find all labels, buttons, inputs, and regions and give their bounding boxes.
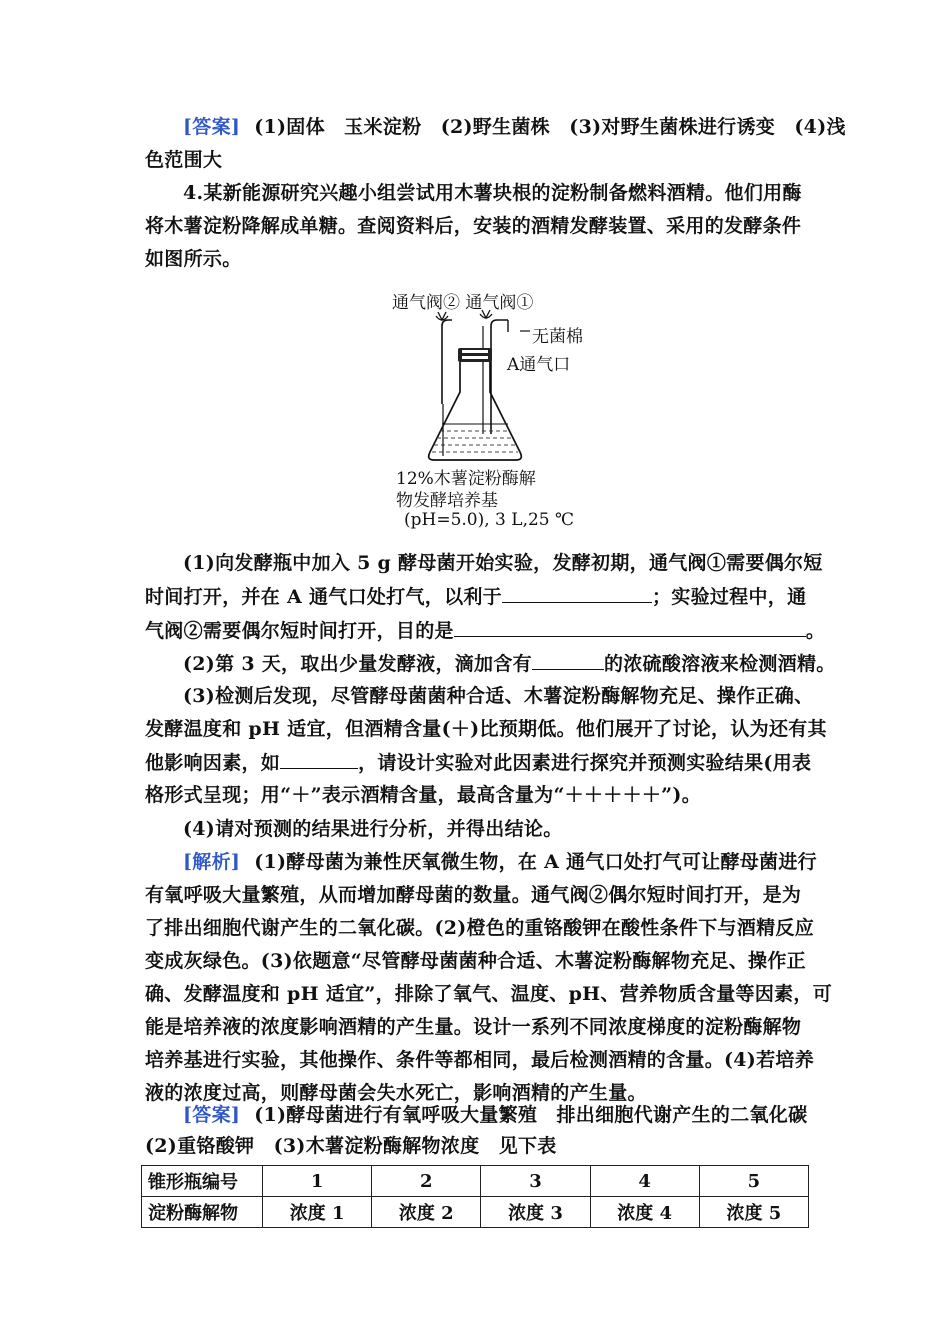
answer-blank-2 [454, 618, 806, 637]
table-cell: 浓度 2 [372, 1197, 481, 1228]
cotton-label: 无菌棉 [532, 327, 583, 347]
table-row-label: 淀粉酶解物 [142, 1197, 263, 1228]
table-cell: 浓度 3 [481, 1197, 590, 1228]
q1-line1: (1)向发酵瓶中加入 5 g 酵母菌开始实验，发酵初期，通气阀①需要偶尔短 [183, 552, 823, 574]
question4-line2: 将木薯淀粉降解成单糖。查阅资料后，安装的酒精发酵装置、采用的发酵条件 [145, 215, 802, 237]
table-header-label: 锥形瓶编号 [142, 1166, 263, 1197]
analysis-line4: 变成灰绿色。(3)依题意“尽管酵母菌菌种合适、木薯淀粉酶解物充足、操作正 [145, 950, 806, 972]
analysis-line7: 培养基进行实验，其他操作、条件等都相同，最后检测酒精的含量。(4)若培养 [145, 1049, 815, 1071]
culture-medium-liquid [432, 431, 518, 452]
q2-line: (2)第 3 天，取出少量发酵液，滴加含有 的浓硫酸溶液来检测酒精。 [183, 653, 836, 675]
answer1-line2: 色范围大 [145, 149, 223, 171]
q3-line1: (3)检测后发现，尽管酵母菌菌种合适、木薯淀粉酶解物充足、操作正确、 [183, 685, 814, 707]
q1-line3: 气阀②需要偶尔短时间打开，目的是 。 [145, 620, 826, 642]
question4-line1: 4.某新能源研究兴趣小组尝试用木薯块根的淀粉制备燃料酒精。他们用酶 [183, 182, 802, 204]
answer-blank-3 [532, 651, 604, 670]
answer-blank-1 [502, 584, 652, 603]
analysis-line1: [解析] (1)酵母菌为兼性厌氧微生物，在 A 通气口处打气可让酵母菌进行 [183, 851, 817, 873]
table-cell: 浓度 1 [263, 1197, 372, 1228]
table-cell: 1 [263, 1166, 372, 1197]
table-row [142, 1197, 809, 1228]
q4-line: (4)请对预测的结果进行分析，并得出结论。 [183, 818, 563, 840]
medium-label-line3: (pH=5.0), 3 L,25 ℃ [404, 510, 575, 530]
table-cell: 浓度 5 [699, 1197, 808, 1228]
table-cell: 3 [481, 1166, 590, 1197]
answer-tag-2: [答案] [183, 1104, 241, 1126]
analysis-tag: [解析] [183, 851, 241, 873]
port-label: A通气口 [507, 355, 571, 375]
table-row [142, 1166, 809, 1197]
q1-line2: 时间打开，并在 A 通气口处打气，以利于 ；实验过程中，通 [145, 586, 807, 608]
table-cell: 浓度 4 [590, 1197, 699, 1228]
table-cell: 2 [372, 1166, 481, 1197]
medium-label-line2: 物发酵培养基 [396, 491, 498, 511]
q3-line4: 格形式呈现；用“＋”表示酒精含量，最高含量为“＋＋＋＋＋”)。 [145, 784, 702, 806]
answer2-line2: (2)重铬酸钾 (3)木薯淀粉酶解物浓度 见下表 [145, 1135, 557, 1157]
analysis-line2: 有氧呼吸大量繁殖，从而增加酵母菌的数量。通气阀②偶尔短时间打开，是为 [145, 884, 802, 906]
answer-blank-4 [280, 750, 358, 769]
analysis-line8: 液的浓度过高，则酵母菌会失水死亡，影响酒精的产生量。 [145, 1082, 647, 1104]
q3-line3: 他影响因素，如 ，请设计实验对此因素进行探究并预测实验结果(用表 [145, 752, 812, 774]
result-table [141, 1165, 809, 1228]
question4-line3: 如图所示。 [145, 248, 242, 270]
medium-label-line1: 12%木薯淀粉酶解 [396, 469, 536, 489]
table-cell: 5 [699, 1166, 808, 1197]
valve-label: 通气阀② 通气阀① [392, 293, 534, 313]
answer2-line1: [答案] (1)酵母菌进行有氧呼吸大量繁殖 排出细胞代谢产生的二氧化碳 [183, 1104, 808, 1126]
q3-line2: 发酵温度和 pH 适宜，但酒精含量(＋)比预期低。他们展开了讨论，认为还有其 [145, 718, 827, 740]
analysis-line5: 确、发酵温度和 pH 适宜”，排除了氧气、温度、pH、营养物质含量等因素，可 [145, 983, 833, 1005]
analysis-line6: 能是培养液的浓度影响酒精的产生量。设计一系列不同浓度梯度的淀粉酶解物 [145, 1016, 802, 1038]
table-cell: 4 [590, 1166, 699, 1197]
answer1-line1: [答案] (1)固体 玉米淀粉 (2)野生菌株 (3)对野生菌株进行诱变 (4)浅 [183, 116, 846, 138]
answer-tag: [答案] [183, 116, 241, 138]
fermentation-apparatus-figure [380, 284, 640, 534]
analysis-line3: 了排出细胞代谢产生的二氧化碳。(2)橙色的重铬酸钾在酸性条件下与酒精反应 [145, 917, 815, 939]
